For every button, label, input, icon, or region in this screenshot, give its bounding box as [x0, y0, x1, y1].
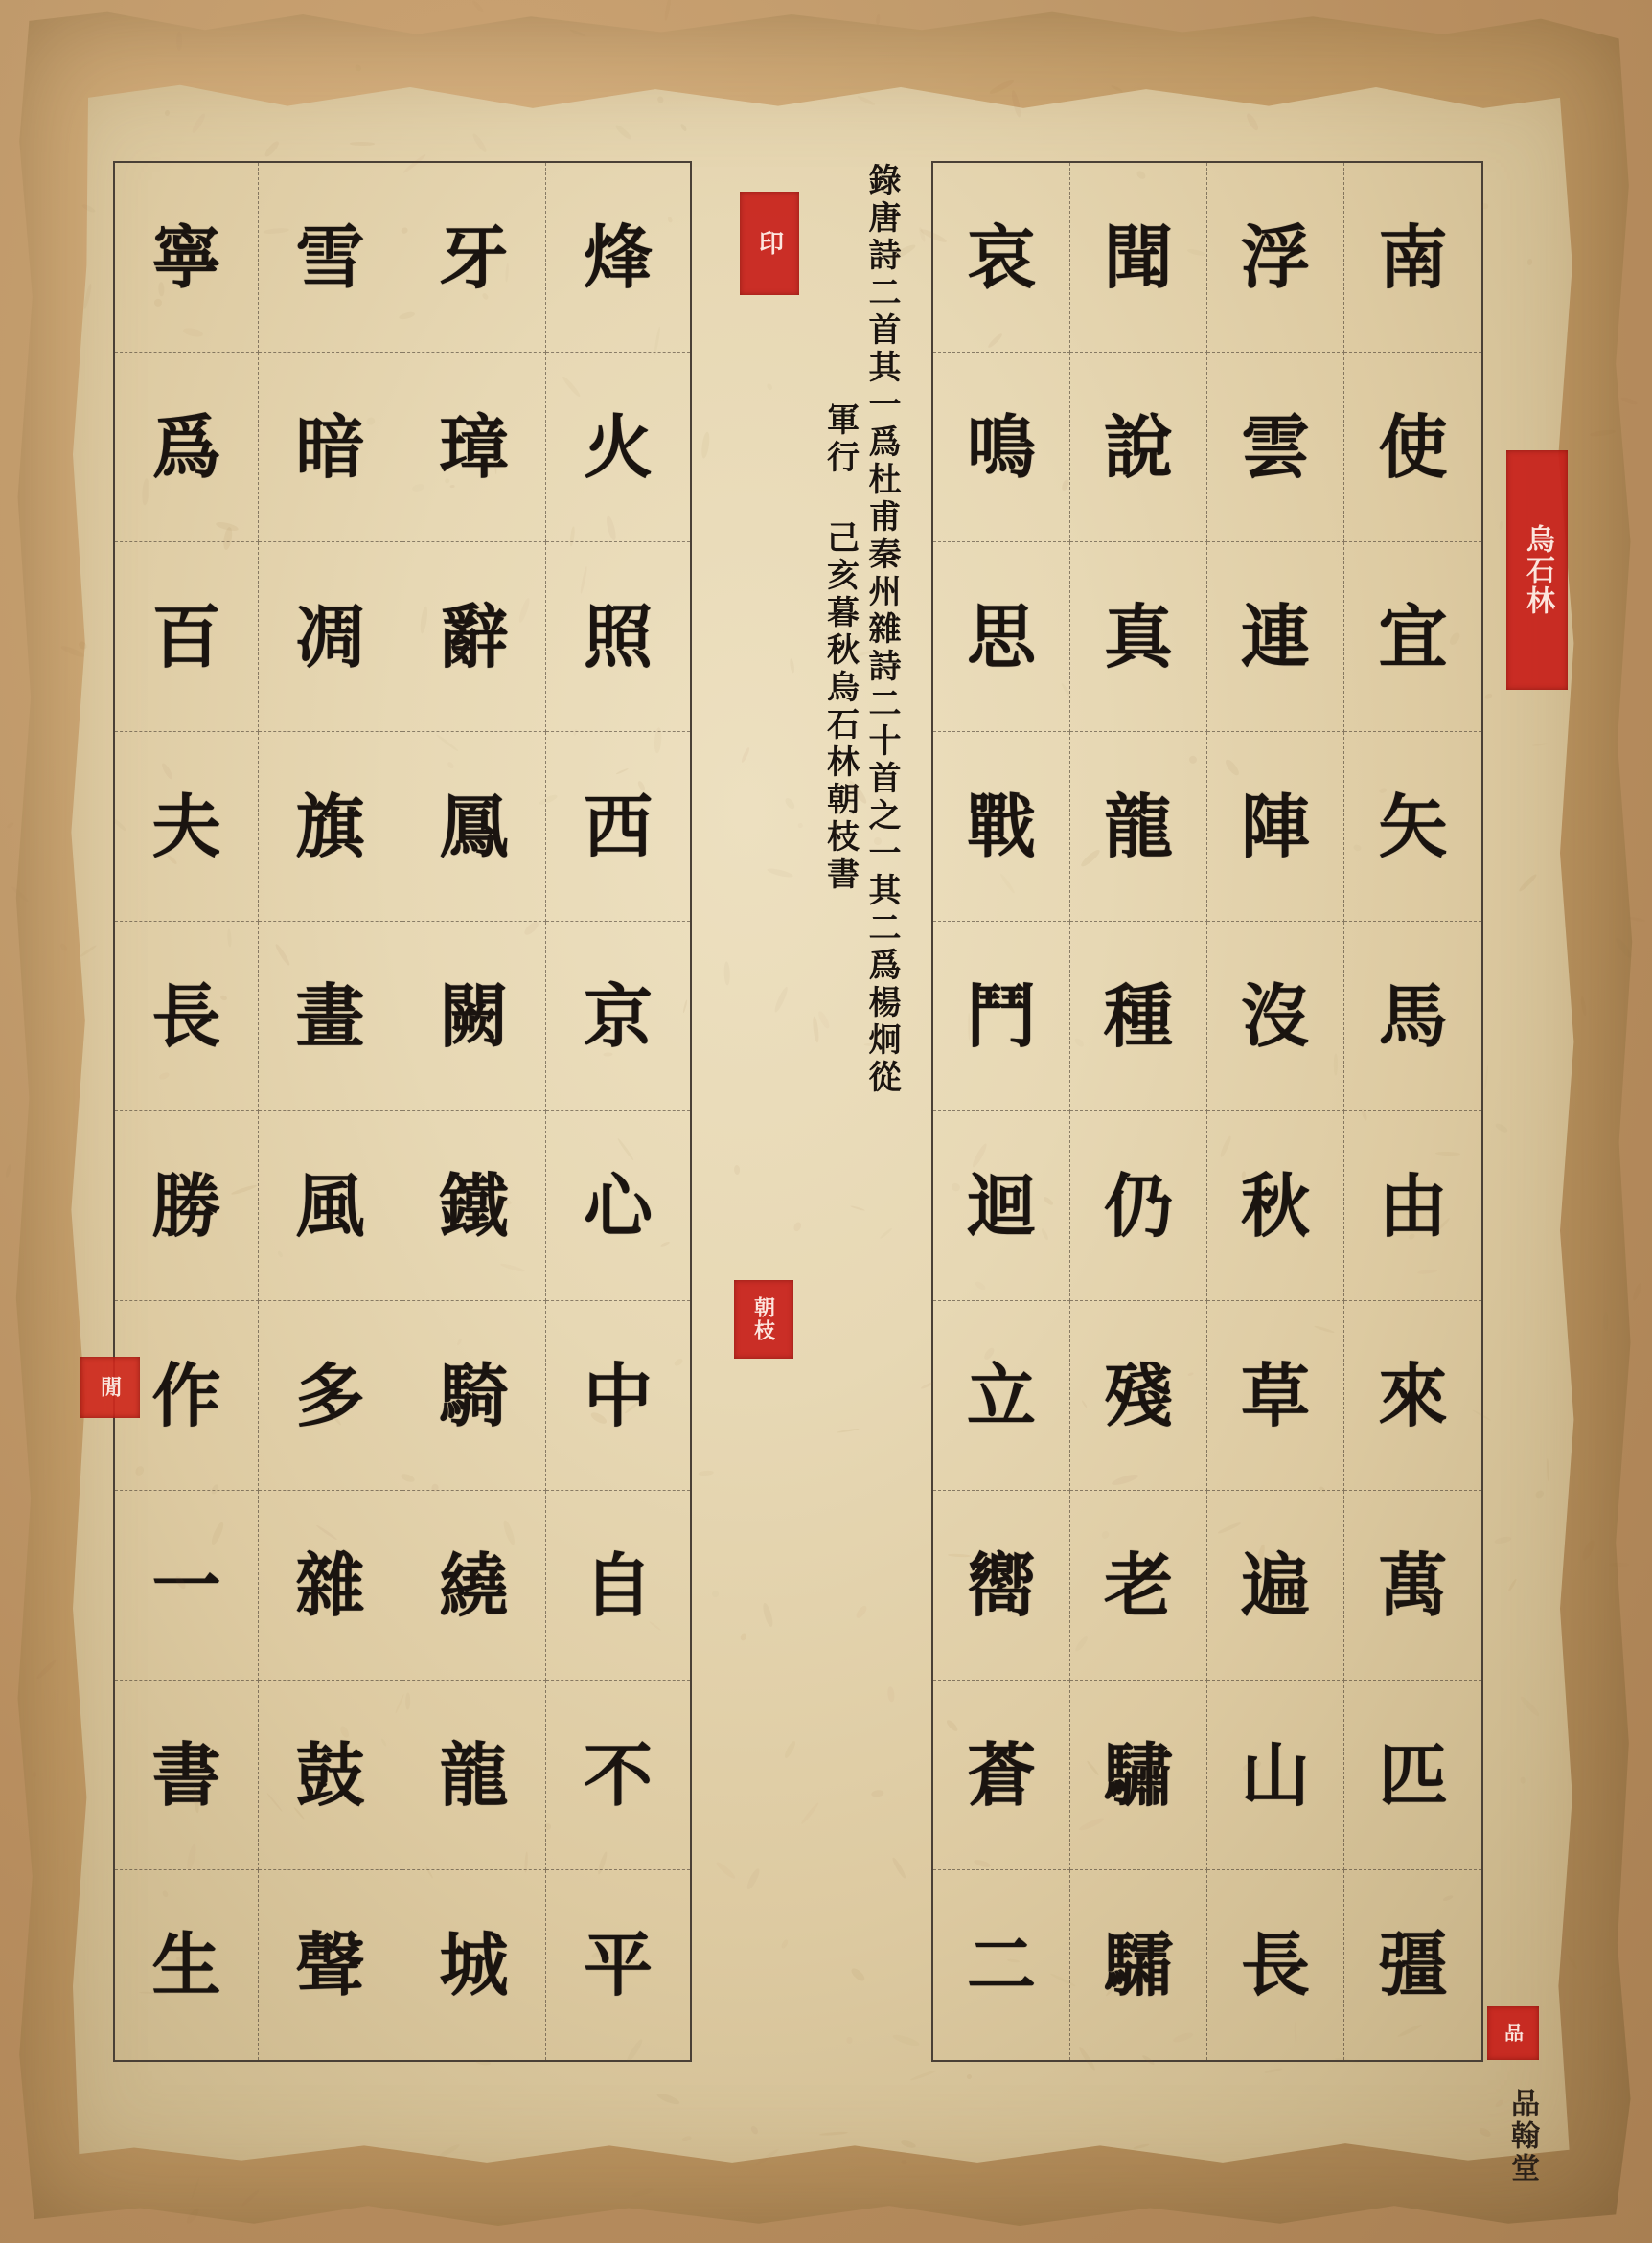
- seal-bottom-right: 品: [1487, 2006, 1539, 2060]
- character-cell: 馬: [1344, 922, 1481, 1111]
- character-cell: 哀: [933, 163, 1070, 353]
- grid-block-left: [113, 161, 692, 2062]
- paper-fiber: [1628, 916, 1645, 923]
- character-cell: 鼓: [259, 1681, 402, 1870]
- character-cell: 凋: [259, 542, 402, 732]
- character-cell: 二: [933, 1870, 1070, 2060]
- character-cell: 不: [546, 1681, 690, 1870]
- character-cell: 沒: [1207, 922, 1344, 1111]
- character-cell: 雜: [259, 1491, 402, 1681]
- character-cell: 畫: [259, 922, 402, 1111]
- paper-fiber: [1619, 396, 1638, 406]
- paper-fiber: [876, 13, 881, 24]
- character-cell: 辭: [402, 542, 546, 732]
- character-cell: 彊: [1378, 1924, 1448, 2005]
- character-cell: 說: [1070, 353, 1207, 542]
- character-cell: 仍: [1070, 1111, 1207, 1301]
- inscription-main-line: 錄唐詩二首其一爲杜甫秦州雜詩二十首之一其二爲楊炯從: [862, 163, 901, 1097]
- character-cell: 城: [402, 1870, 546, 2060]
- character-cell: 聞: [1070, 163, 1207, 353]
- character-cell: 作: [115, 1301, 259, 1491]
- character-cell: 殘: [1070, 1301, 1207, 1491]
- character-cell: 驌: [1070, 1681, 1207, 1870]
- character-cell: 驦: [1070, 1870, 1207, 2060]
- paper-fiber: [471, 0, 484, 13]
- character-cell: 龍: [1070, 732, 1207, 922]
- inscription-second-line: 軍行 己亥暮秋烏石林朝枝書: [820, 402, 860, 894]
- character-cell: 嚮: [933, 1491, 1070, 1681]
- character-cell: 遍: [1207, 1491, 1344, 1681]
- character-cell: 匹: [1344, 1681, 1481, 1870]
- character-cell: 浮: [1207, 163, 1344, 353]
- character-cell: 寧: [115, 163, 259, 353]
- character-cell: 牙: [402, 163, 546, 353]
- character-cell: 使: [1344, 353, 1481, 542]
- character-cell: 西: [546, 732, 690, 922]
- character-cell: 風: [259, 1111, 402, 1301]
- character-cell: 真: [1070, 542, 1207, 732]
- character-cell: 戰: [933, 732, 1070, 922]
- character-cell: 鳳: [402, 732, 546, 922]
- seal-top-middle: 印: [740, 192, 799, 295]
- character-cell: 璋: [402, 353, 546, 542]
- character-cell: 中: [546, 1301, 690, 1491]
- character-cell: 長: [1207, 1870, 1344, 2060]
- character-cell: 聲: [259, 1870, 402, 2060]
- character-cell: 宜: [1344, 542, 1481, 732]
- paper-fiber: [6, 1164, 12, 1178]
- character-cell: 闕: [402, 922, 546, 1111]
- character-cell: 百: [115, 542, 259, 732]
- character-cell: 鳴: [933, 353, 1070, 542]
- character-cell: 書: [115, 1681, 259, 1870]
- character-cell: 鐵: [402, 1111, 546, 1301]
- character-cell: 夫: [115, 732, 259, 922]
- character-cell: 雪: [259, 163, 402, 353]
- character-cell: 心: [546, 1111, 690, 1301]
- character-cell: 雲: [1207, 353, 1344, 542]
- character-cell: 爲: [115, 353, 259, 542]
- character-cell: 由: [1344, 1111, 1481, 1301]
- character-cell: 京: [546, 922, 690, 1111]
- character-cell: 秋: [1207, 1111, 1344, 1301]
- paper-fiber: [664, 0, 672, 21]
- character-cell: 長: [115, 922, 259, 1111]
- character-cell: 連: [1207, 542, 1344, 732]
- character-cell: 迴: [933, 1111, 1070, 1301]
- character-cell: 陣: [1207, 732, 1344, 922]
- character-cell: 來: [1344, 1301, 1481, 1491]
- character-cell: 草: [1207, 1301, 1344, 1491]
- character-cell: 立: [933, 1301, 1070, 1491]
- character-cell: 平: [583, 1924, 653, 2005]
- character-cell: 蒼: [933, 1681, 1070, 1870]
- seal-right-column: 烏石林: [1506, 450, 1568, 690]
- studio-mark-text: 品翰堂: [1505, 2088, 1539, 2186]
- character-cell: 龍: [402, 1681, 546, 1870]
- inscription-column: [728, 163, 901, 1437]
- character-cell: 自: [546, 1491, 690, 1681]
- character-cell: 萬: [1344, 1491, 1481, 1681]
- character-cell: 騎: [402, 1301, 546, 1491]
- character-cell: 一: [115, 1491, 259, 1681]
- character-cell: 烽: [546, 163, 690, 353]
- character-cell: 南: [1344, 163, 1481, 353]
- paper-fiber: [1632, 1282, 1642, 1301]
- character-cell: 火: [546, 353, 690, 542]
- character-cell: 矢: [1344, 732, 1481, 922]
- character-cell: 鬥: [933, 922, 1070, 1111]
- character-cell: 思: [933, 542, 1070, 732]
- grid-block-right: [931, 161, 1483, 2062]
- seal-left-small: 閒: [80, 1357, 140, 1418]
- paper-fiber: [7, 822, 15, 830]
- character-cell: 山: [1207, 1681, 1344, 1870]
- character-cell: 生: [115, 1870, 259, 2060]
- character-cell: 種: [1070, 922, 1207, 1111]
- character-cell: 照: [546, 542, 690, 732]
- character-cell: 老: [1070, 1491, 1207, 1681]
- seal-middle-lower: 朝枝: [734, 1280, 793, 1359]
- character-cell: 勝: [115, 1111, 259, 1301]
- character-cell: 多: [259, 1301, 402, 1491]
- character-cell: 暗: [259, 353, 402, 542]
- character-cell: 繞: [402, 1491, 546, 1681]
- character-cell: 旗: [259, 732, 402, 922]
